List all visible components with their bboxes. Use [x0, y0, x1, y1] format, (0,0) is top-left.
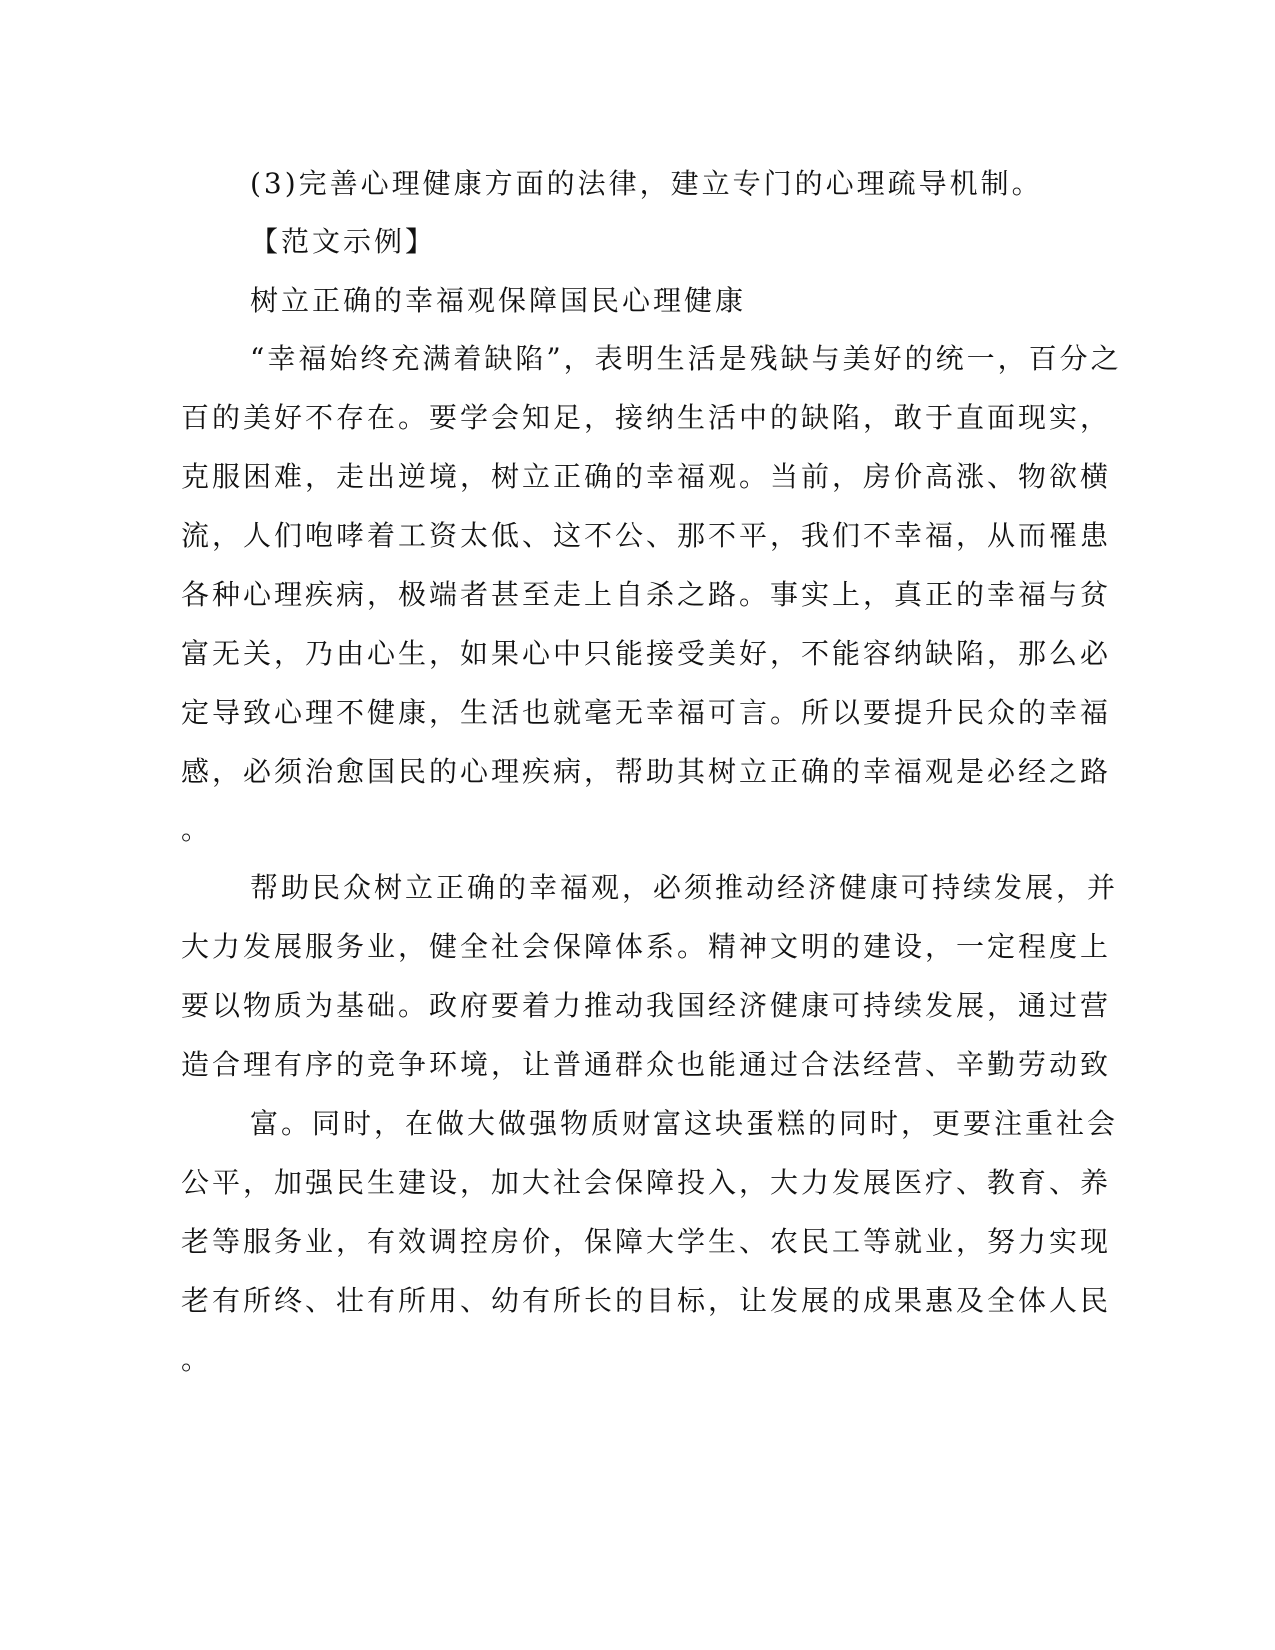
paragraph-line: 克服困难，走出逆境，树立正确的幸福观。当前，房价高涨、物欲横	[181, 460, 1112, 493]
item-3-text: (3)完善心理健康方面的法律，建立专门的心理疏导机制。	[250, 167, 1043, 200]
paragraph-line: 定导致心理不健康，生活也就毫无幸福可言。所以要提升民众的幸福	[181, 696, 1112, 729]
paragraph-line: 老有所终、壮有所用、幼有所长的目标，让发展的成果惠及全体人民	[181, 1284, 1112, 1317]
paragraph-line: 富无关，乃由心生，如果心中只能接受美好，不能容纳缺陷，那么必	[181, 637, 1112, 670]
paragraph-line: 大力发展服务业，健全社会保障体系。精神文明的建设，一定程度上	[181, 930, 1112, 963]
paragraph-line: 感，必须治愈国民的心理疾病，帮助其树立正确的幸福观是必经之路	[181, 755, 1112, 788]
paragraph-line: 流，人们咆哮着工资太低、这不公、那不平，我们不幸福，从而罹患	[181, 519, 1112, 552]
section-label: 【范文示例】	[250, 225, 437, 258]
paragraph-line: “幸福始终充满着缺陷”，表明生活是残缺与美好的统一，百分之	[250, 342, 1122, 375]
paragraph-line: 。	[181, 813, 213, 846]
paragraph-line: 公平，加强民生建设，加大社会保障投入，大力发展医疗、教育、养	[181, 1166, 1112, 1199]
essay-title: 树立正确的幸福观保障国民心理健康	[250, 284, 747, 317]
paragraph-line: 富。同时，在做大做强物质财富这块蛋糕的同时，更要注重社会	[250, 1107, 1119, 1140]
paragraph-line: 造合理有序的竞争环境，让普通群众也能通过合法经营、辛勤劳动致	[181, 1048, 1112, 1081]
paragraph-line: 百的美好不存在。要学会知足，接纳生活中的缺陷，敢于直面现实，	[181, 401, 1112, 434]
paragraph-line: 要以物质为基础。政府要着力推动我国经济健康可持续发展，通过营	[181, 989, 1112, 1022]
paragraph-line: 老等服务业，有效调控房价，保障大学生、农民工等就业，努力实现	[181, 1225, 1112, 1258]
paragraph-line: 帮助民众树立正确的幸福观，必须推动经济健康可持续发展，并	[250, 871, 1119, 904]
paragraph-line: 。	[181, 1343, 213, 1376]
paragraph-line: 各种心理疾病，极端者甚至走上自杀之路。事实上，真正的幸福与贫	[181, 578, 1112, 611]
